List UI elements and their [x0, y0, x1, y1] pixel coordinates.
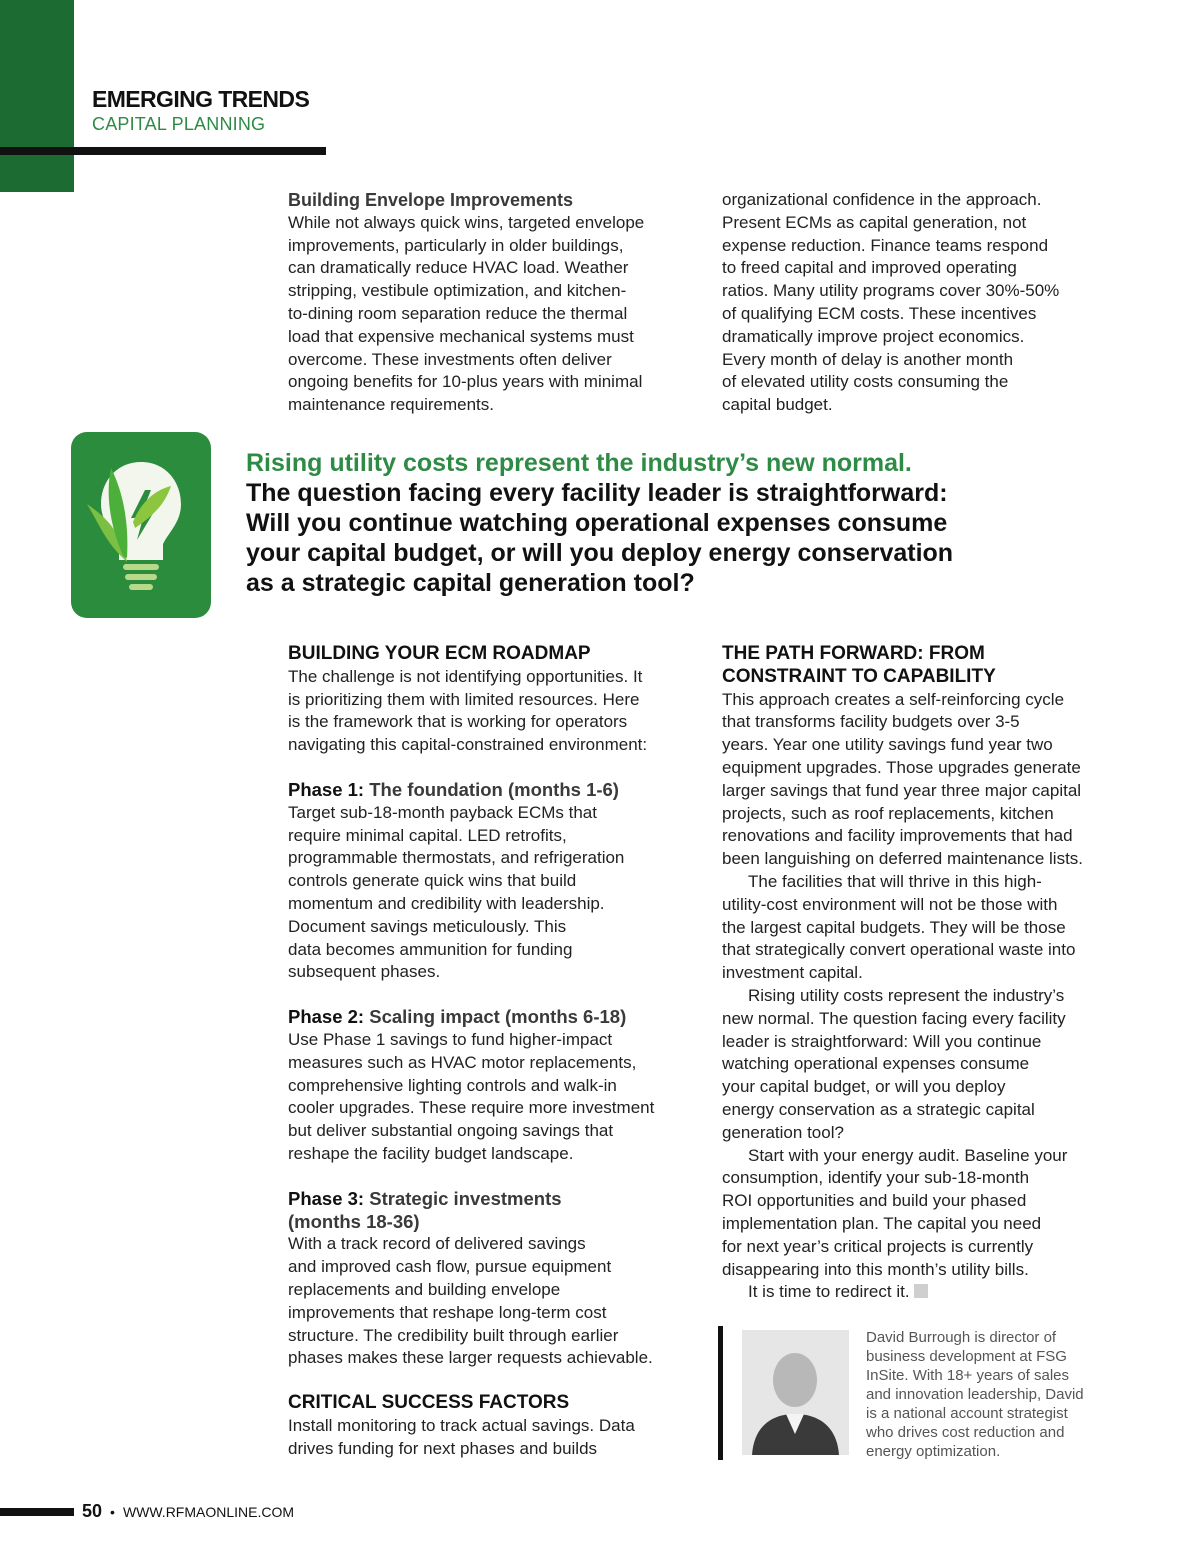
text-line: to freed capital and improved operating [722, 258, 1017, 278]
roadmap-heading: BUILDING YOUR ECM ROADMAP [288, 643, 591, 664]
text-line: load that expensive mechanical systems must [288, 326, 634, 346]
text-line: can dramatically reduce HVAC load. Weather [288, 258, 629, 278]
roadmap-text [288, 666, 688, 757]
path-forward-para-3 [722, 985, 1112, 1145]
text-line: dramatically improve project economics. [722, 326, 1025, 346]
text-line: that strategically convert operational waste into [722, 940, 1076, 960]
phase1-label: Phase 1: [288, 778, 365, 800]
text-line: With a track record of delivered savings [288, 1234, 586, 1254]
text-line: is prioritizing them with limited resources. Here [288, 689, 640, 709]
path-forward-para-1 [722, 689, 1112, 871]
phase3-label: Phase 3: [288, 1187, 365, 1209]
path-forward-para-2 [722, 871, 1112, 985]
text-line: It is time to redirect it. [748, 1282, 910, 1302]
text-line: replacements and building envelope [288, 1279, 561, 1299]
page-number: 50 [82, 1501, 103, 1521]
path-forward-para-5 [722, 1281, 1112, 1304]
text-line: comprehensive lighting controls and walk-in [288, 1075, 617, 1095]
pull-quote-line: your capital budget, or will you deploy energy conservation [246, 539, 954, 567]
text-line: controls generate quick wins that build [288, 871, 577, 891]
text-line: been languishing on deferred maintenance lists. [722, 849, 1084, 869]
text-line: Use Phase 1 savings to fund higher-impact [288, 1029, 613, 1049]
text-line: utility-cost environment will not be those with [722, 894, 1058, 914]
text-line: of qualifying ECM costs. These incentives [722, 303, 1037, 323]
text-line: leader is straightforward: Will you continue [722, 1031, 1042, 1051]
text-line: ongoing benefits for 10-plus years with minimal [288, 372, 643, 392]
footer [82, 1501, 294, 1522]
text-line: Rising utility costs represent the industry’s [748, 985, 1065, 1005]
text-line: is the framework that is working for operators [288, 712, 628, 732]
top-left-column [288, 189, 688, 417]
text-line: capital budget. [722, 395, 833, 415]
text-line: generation tool? [722, 1122, 844, 1142]
building-envelope-text [288, 212, 688, 417]
text-line: equipment upgrades. Those upgrades generate [722, 757, 1081, 777]
author-bio [866, 1328, 1096, 1461]
text-line: Install monitoring to track actual savings. Data [288, 1415, 635, 1435]
text-line: navigating this capital-constrained environment: [288, 735, 648, 755]
heading-line: CONSTRAINT TO CAPABILITY [722, 665, 996, 687]
footer-rule [0, 1508, 74, 1516]
bio-rule [718, 1326, 723, 1460]
text-line: data becomes ammunition for funding [288, 939, 573, 959]
text-line: watching operational expenses consume [722, 1054, 1030, 1074]
phase2-title: Scaling impact (months 6-18) [369, 1006, 627, 1028]
success-factors-text [288, 1415, 688, 1461]
text-line: implementation plan. The capital you need [722, 1213, 1042, 1233]
text-line: new normal. The question facing every facility [722, 1008, 1066, 1028]
phase1-title: The foundation (months 1-6) [369, 778, 619, 800]
footer-url: WWW.RFMAONLINE.COM [122, 1504, 295, 1520]
text-line: drives funding for next phases and builds [288, 1438, 598, 1458]
lightbulb-leaf-icon [71, 432, 211, 618]
text-line: years. Year one utility savings fund year two [722, 735, 1053, 755]
text-line: investment capital. [722, 963, 863, 983]
section-title: EMERGING TRENDS [92, 86, 310, 112]
phase3-text [288, 1233, 688, 1370]
text-line: energy conservation as a strategic capital [722, 1099, 1035, 1119]
path-forward-para-4 [722, 1145, 1112, 1282]
text-line: cooler upgrades. These require more investment [288, 1098, 655, 1118]
text-line: improvements that reshape long-term cost [288, 1302, 607, 1322]
pull-quote [246, 448, 1026, 598]
text-line: and innovation leadership, David [866, 1386, 1084, 1403]
text-line: stripping, vestibule optimization, and kitchen- [288, 281, 627, 301]
lower-right-column [722, 643, 1112, 1304]
text-line: but deliver substantial ongoing savings that [288, 1121, 614, 1141]
text-line: your capital budget, or will you deploy [722, 1077, 1006, 1097]
text-line: ROI opportunities and build your phased [722, 1191, 1027, 1211]
text-line: programmable thermostats, and refrigeration [288, 848, 625, 868]
header-rule [0, 147, 326, 155]
author-photo [742, 1330, 849, 1455]
text-line: energy optimization. [866, 1443, 1001, 1460]
text-line: and improved cash flow, pursue equipment [288, 1257, 612, 1277]
text-line: improvements, particularly in older buildings, [288, 235, 624, 255]
text-line: While not always quick wins, targeted envelope [288, 212, 645, 232]
phase3-title-cont: (months 18-36) [288, 1210, 420, 1232]
pull-quote-line: The question facing every facility leader is straightforward: [246, 479, 948, 507]
pull-quote-line: as a strategic capital generation tool? [246, 569, 695, 597]
text-line: The challenge is not identifying opportunities. It [288, 666, 643, 686]
text-line: overcome. These investments often deliver [288, 349, 612, 369]
text-line: business development at FSG [866, 1348, 1067, 1365]
text-line: the largest capital budgets. They will be those [722, 917, 1066, 937]
lower-left-column [288, 643, 688, 1461]
building-envelope-heading: Building Envelope Improvements [288, 190, 574, 210]
phase1-text [288, 802, 688, 984]
text-line: This approach creates a self-reinforcing cycle [722, 689, 1065, 709]
text-line: expense reduction. Finance teams respond [722, 235, 1049, 255]
text-line: is a national account strategist [866, 1405, 1068, 1422]
phase2-text [288, 1029, 688, 1166]
text-line: to-dining room separation reduce the thermal [288, 303, 628, 323]
top-right-column [722, 189, 1112, 417]
text-line: projects, such as roof replacements, kitchen [722, 803, 1054, 823]
text-line: maintenance requirements. [288, 395, 495, 415]
text-line: of elevated utility costs consuming the [722, 372, 1009, 392]
phase1-heading [288, 779, 688, 802]
pull-quote-line: Will you continue watching operational expenses consume [246, 509, 948, 537]
continued-text [722, 189, 1112, 417]
text-line: ratios. Many utility programs cover 30%-50% [722, 281, 1060, 301]
phase2-label: Phase 2: [288, 1006, 365, 1028]
text-line: larger savings that fund year three major capital [722, 780, 1082, 800]
end-mark-icon [914, 1284, 928, 1298]
heading-line: THE PATH FORWARD: FROM [722, 643, 985, 664]
phase3-title: Strategic investments [369, 1187, 562, 1209]
text-line: for next year’s critical projects is currently [722, 1236, 1034, 1256]
text-line: disappearing into this month’s utility bills. [722, 1259, 1029, 1279]
text-line: consumption, identify your sub-18-month [722, 1168, 1030, 1188]
text-line: Start with your energy audit. Baseline your [748, 1145, 1068, 1165]
footer-separator: • [110, 1504, 115, 1520]
text-line: renovations and facility improvements that had [722, 826, 1073, 846]
path-forward-heading [722, 643, 1112, 689]
pull-quote-green-line: Rising utility costs represent the industry’s new normal. [246, 449, 912, 477]
text-line: reshape the facility budget landscape. [288, 1143, 574, 1163]
phase2-heading [288, 1006, 688, 1029]
text-line: phases makes these larger requests achievable. [288, 1348, 653, 1368]
text-line: Every month of delay is another month [722, 349, 1014, 369]
section-subtitle: CAPITAL PLANNING [92, 114, 266, 134]
text-line: organizational confidence in the approach. [722, 190, 1042, 209]
text-line: require minimal capital. LED retrofits, [288, 825, 567, 845]
text-line: momentum and credibility with leadership. [288, 893, 605, 913]
text-line: Present ECMs as capital generation, not [722, 212, 1027, 232]
header-green-block [0, 0, 74, 192]
text-line: Target sub-18-month payback ECMs that [288, 802, 597, 822]
text-line: David Burrough is director of [866, 1329, 1057, 1346]
phase3-heading [288, 1188, 688, 1234]
text-line: The facilities that will thrive in this high- [748, 871, 1042, 891]
text-line: structure. The credibility built through earlier [288, 1325, 619, 1345]
text-line: subsequent phases. [288, 962, 441, 982]
success-factors-heading: CRITICAL SUCCESS FACTORS [288, 1392, 570, 1414]
text-line: measures such as HVAC motor replacements, [288, 1052, 637, 1072]
text-line: that transforms facility budgets over 3-5 [722, 712, 1020, 732]
text-line: who drives cost reduction and [866, 1424, 1065, 1441]
text-line: InSite. With 18+ years of sales [866, 1367, 1070, 1384]
text-line: Document savings meticulously. This [288, 916, 567, 936]
